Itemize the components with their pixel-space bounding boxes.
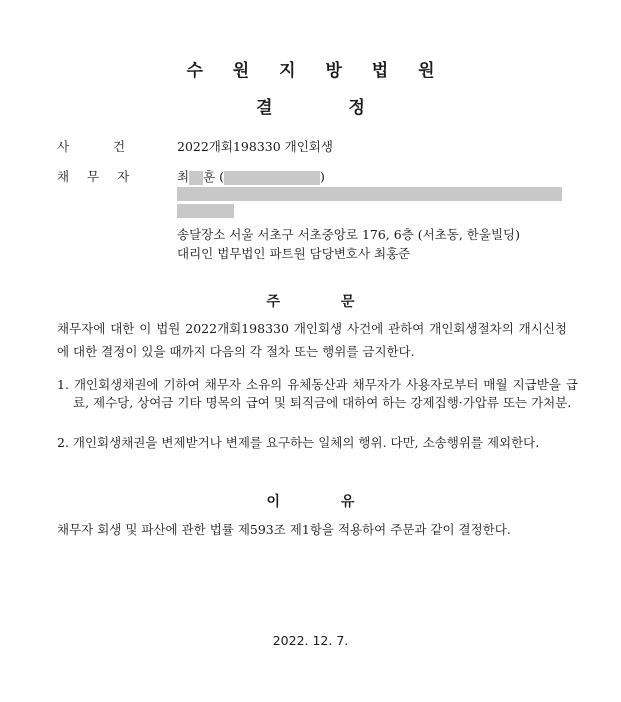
order-heading: 주 문 (266, 294, 355, 310)
redaction-block (224, 171, 320, 185)
reason-text: 채무자 회생 및 파산에 관한 법률 제593조 제1항을 적용하여 주문과 같이 결정한다. (57, 522, 511, 537)
redaction-block (189, 171, 203, 185)
redaction-block (177, 187, 562, 201)
debtor-name (177, 167, 325, 185)
legal-agent: 대리인 법무법인 파트원 담당변호사 최홍준 (177, 246, 411, 261)
delivery-address: 송달장소 서울 서초구 서초중앙로 176, 6층 (서초동, 한울빌딩) (177, 227, 520, 242)
case-value: 2022개회198330 개인회생 (177, 139, 333, 154)
debtor-name-close: ) (320, 169, 325, 184)
case-label: 사 건 (57, 139, 126, 154)
redaction-block (177, 204, 234, 218)
reason-heading: 이 유 (266, 494, 355, 510)
debtor-name-end: 훈 ( (203, 169, 225, 184)
decision-date: 2022. 12. 7. (272, 633, 349, 648)
debtor-name-start: 최 (177, 169, 190, 184)
court-name: 수 원 지 방 법 원 (186, 61, 447, 81)
order-item-1: 1. 개인회생채권에 기하여 채무자 소유의 유체동산과 채무자가 사용자로부터 매월 지급받을 급료, 제수당, 상여금 기타 명목의 급여 및 퇴직금에 대하여 하는 강제집행·가압류 또는 가처분. (57, 377, 578, 410)
document-title: 결 정 (256, 98, 365, 118)
order-intro: 채무자에 대한 이 법원 2022개회198330 개인회생 사건에 관하여 개인회생절차의 개시신청에 대한 결정이 있을 때까지 다음의 각 절차 또는 행위를 금지한다. (57, 321, 567, 359)
debtor-label: 채 무 자 (57, 169, 130, 184)
order-item-2: 2. 개인회생채권을 변제받거나 변제를 요구하는 일체의 행위. 다만, 소송행위를 제외한다. (57, 435, 540, 450)
